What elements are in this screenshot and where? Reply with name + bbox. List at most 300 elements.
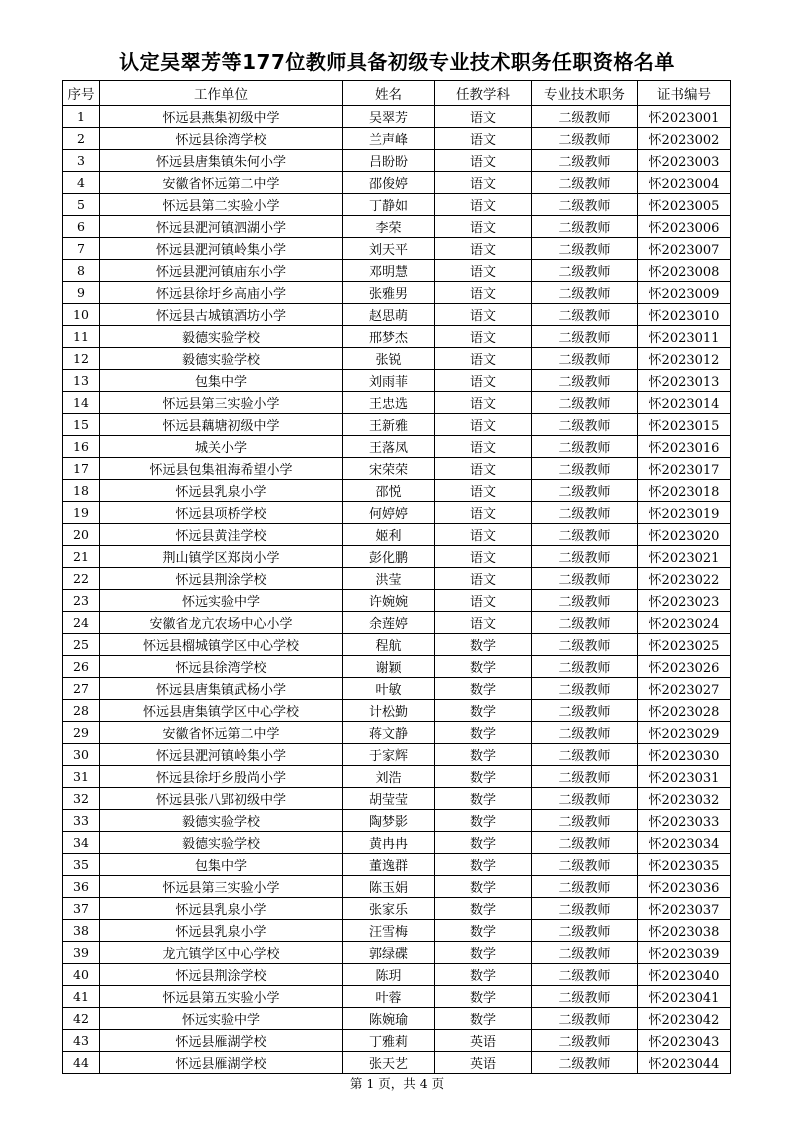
cell-subject: 语文 <box>435 392 532 414</box>
cell-title: 二级教师 <box>532 150 638 172</box>
cell-name: 于家辉 <box>343 744 435 766</box>
cell-name: 王新雅 <box>343 414 435 436</box>
cell-name: 许婉婉 <box>343 590 435 612</box>
cell-cert-no: 怀2023027 <box>638 678 731 700</box>
cell-subject: 数学 <box>435 898 532 920</box>
cell-work-unit: 怀远县淝河镇庙东小学 <box>100 260 343 282</box>
table-row <box>63 304 731 326</box>
cell-subject: 语文 <box>435 326 532 348</box>
table-row <box>63 194 731 216</box>
cell-title: 二级教师 <box>532 282 638 304</box>
cell-name: 姬利 <box>343 524 435 546</box>
cell-seq: 42 <box>63 1008 100 1030</box>
cell-name: 赵思萌 <box>343 304 435 326</box>
cell-title: 二级教师 <box>532 216 638 238</box>
cell-work-unit: 怀远县黄洼学校 <box>100 524 343 546</box>
table-row <box>63 282 731 304</box>
cell-work-unit: 安徽省怀远第二中学 <box>100 172 343 194</box>
cell-cert-no: 怀2023010 <box>638 304 731 326</box>
cell-title: 二级教师 <box>532 634 638 656</box>
col-header-work-unit: 工作单位 <box>100 81 343 106</box>
cell-subject: 数学 <box>435 854 532 876</box>
cell-cert-no: 怀2023005 <box>638 194 731 216</box>
table-row <box>63 832 731 854</box>
cell-title: 二级教师 <box>532 590 638 612</box>
cell-seq: 43 <box>63 1030 100 1052</box>
cell-cert-no: 怀2023023 <box>638 590 731 612</box>
cell-seq: 9 <box>63 282 100 304</box>
cell-name: 刘天平 <box>343 238 435 260</box>
cell-name: 陶梦影 <box>343 810 435 832</box>
cell-cert-no: 怀2023008 <box>638 260 731 282</box>
cell-name: 张家乐 <box>343 898 435 920</box>
cell-title: 二级教师 <box>532 524 638 546</box>
cell-work-unit: 怀远县第三实验小学 <box>100 392 343 414</box>
cell-work-unit: 怀远县荆涂学校 <box>100 964 343 986</box>
cell-cert-no: 怀2023042 <box>638 1008 731 1030</box>
cell-seq: 24 <box>63 612 100 634</box>
table-row <box>63 436 731 458</box>
cell-seq: 44 <box>63 1052 100 1074</box>
cell-work-unit: 怀远县唐集镇朱何小学 <box>100 150 343 172</box>
cell-work-unit: 毅德实验学校 <box>100 832 343 854</box>
cell-seq: 36 <box>63 876 100 898</box>
cell-title: 二级教师 <box>532 1008 638 1030</box>
cell-title: 二级教师 <box>532 744 638 766</box>
cell-title: 二级教师 <box>532 238 638 260</box>
cell-work-unit: 包集中学 <box>100 854 343 876</box>
cell-subject: 语文 <box>435 348 532 370</box>
cell-subject: 数学 <box>435 656 532 678</box>
cell-title: 二级教师 <box>532 458 638 480</box>
cell-title: 二级教师 <box>532 348 638 370</box>
cell-work-unit: 安徽省怀远第二中学 <box>100 722 343 744</box>
cell-work-unit: 怀远县乳泉小学 <box>100 898 343 920</box>
cell-seq: 10 <box>63 304 100 326</box>
cell-name: 蒋文静 <box>343 722 435 744</box>
col-header-name: 姓名 <box>343 81 435 106</box>
cell-seq: 12 <box>63 348 100 370</box>
cell-seq: 26 <box>63 656 100 678</box>
cell-work-unit: 怀远县雁湖学校 <box>100 1052 343 1074</box>
cell-cert-no: 怀2023039 <box>638 942 731 964</box>
cell-cert-no: 怀2023021 <box>638 546 731 568</box>
cell-cert-no: 怀2023031 <box>638 766 731 788</box>
cell-seq: 22 <box>63 568 100 590</box>
cell-subject: 语文 <box>435 502 532 524</box>
cell-subject: 数学 <box>435 678 532 700</box>
cell-title: 二级教师 <box>532 502 638 524</box>
cell-subject: 语文 <box>435 172 532 194</box>
table-row <box>63 260 731 282</box>
cell-name: 刘雨菲 <box>343 370 435 392</box>
table-row <box>63 876 731 898</box>
cell-work-unit: 怀远县包集祖海希望小学 <box>100 458 343 480</box>
col-header-seq: 序号 <box>63 81 100 106</box>
table-row <box>63 480 731 502</box>
cell-subject: 数学 <box>435 1008 532 1030</box>
table-row <box>63 898 731 920</box>
cell-work-unit: 怀远县荆涂学校 <box>100 568 343 590</box>
cell-name: 叶敏 <box>343 678 435 700</box>
table-row <box>63 502 731 524</box>
table-row <box>63 1030 731 1052</box>
cell-cert-no: 怀2023038 <box>638 920 731 942</box>
table-row <box>63 370 731 392</box>
cell-cert-no: 怀2023041 <box>638 986 731 1008</box>
cell-seq: 23 <box>63 590 100 612</box>
table-row <box>63 788 731 810</box>
cell-name: 陈玉娟 <box>343 876 435 898</box>
cell-title: 二级教师 <box>532 700 638 722</box>
table-row <box>63 568 731 590</box>
cell-subject: 数学 <box>435 766 532 788</box>
cell-seq: 40 <box>63 964 100 986</box>
cell-work-unit: 毅德实验学校 <box>100 326 343 348</box>
cell-subject: 数学 <box>435 986 532 1008</box>
cell-work-unit: 安徽省龙亢农场中心小学 <box>100 612 343 634</box>
page-footer: 第 1 页，共 4 页 <box>349 1076 445 1091</box>
table-row <box>63 678 731 700</box>
cell-name: 陈玥 <box>343 964 435 986</box>
cell-seq: 28 <box>63 700 100 722</box>
cell-seq: 20 <box>63 524 100 546</box>
cell-subject: 语文 <box>435 194 532 216</box>
cell-name: 汪雪梅 <box>343 920 435 942</box>
cell-subject: 语文 <box>435 370 532 392</box>
cell-title: 二级教师 <box>532 568 638 590</box>
cell-cert-no: 怀2023043 <box>638 1030 731 1052</box>
table-row <box>63 128 731 150</box>
cell-cert-no: 怀2023036 <box>638 876 731 898</box>
cell-title: 二级教师 <box>532 876 638 898</box>
cell-cert-no: 怀2023025 <box>638 634 731 656</box>
cell-subject: 数学 <box>435 744 532 766</box>
cell-title: 二级教师 <box>532 106 638 128</box>
cell-title: 二级教师 <box>532 128 638 150</box>
cell-title: 二级教师 <box>532 898 638 920</box>
cell-subject: 数学 <box>435 634 532 656</box>
cell-cert-no: 怀2023015 <box>638 414 731 436</box>
cell-seq: 38 <box>63 920 100 942</box>
table-row <box>63 986 731 1008</box>
table-row <box>63 546 731 568</box>
cell-name: 胡莹莹 <box>343 788 435 810</box>
table-row <box>63 150 731 172</box>
cell-work-unit: 怀远县第三实验小学 <box>100 876 343 898</box>
cell-work-unit: 怀远实验中学 <box>100 1008 343 1030</box>
cell-cert-no: 怀2023001 <box>638 106 731 128</box>
cell-cert-no: 怀2023006 <box>638 216 731 238</box>
cell-name: 黄冉冉 <box>343 832 435 854</box>
cell-cert-no: 怀2023020 <box>638 524 731 546</box>
cell-subject: 数学 <box>435 810 532 832</box>
cell-work-unit: 城关小学 <box>100 436 343 458</box>
cell-work-unit: 怀远县徐湾学校 <box>100 128 343 150</box>
col-header-title: 专业技术职务 <box>532 81 638 106</box>
cell-seq: 39 <box>63 942 100 964</box>
table-row <box>63 810 731 832</box>
cell-name: 邵悦 <box>343 480 435 502</box>
cell-seq: 32 <box>63 788 100 810</box>
cell-work-unit: 怀远县藕塘初级中学 <box>100 414 343 436</box>
cell-title: 二级教师 <box>532 766 638 788</box>
cell-name: 计松勤 <box>343 700 435 722</box>
cell-work-unit: 龙亢镇学区中心学校 <box>100 942 343 964</box>
cell-name: 张天艺 <box>343 1052 435 1074</box>
cell-seq: 21 <box>63 546 100 568</box>
page-title: 认定吴翠芳等177位教师具备初级专业技术职务任职资格名单 <box>119 50 675 74</box>
cell-seq: 2 <box>63 128 100 150</box>
cell-title: 二级教师 <box>532 832 638 854</box>
cell-title: 二级教师 <box>532 1052 638 1074</box>
cell-cert-no: 怀2023030 <box>638 744 731 766</box>
cell-work-unit: 怀远县第五实验小学 <box>100 986 343 1008</box>
table-row <box>63 964 731 986</box>
cell-name: 何婷婷 <box>343 502 435 524</box>
table-row <box>63 722 731 744</box>
cell-title: 二级教师 <box>532 1030 638 1052</box>
cell-seq: 25 <box>63 634 100 656</box>
cell-cert-no: 怀2023016 <box>638 436 731 458</box>
cell-subject: 语文 <box>435 524 532 546</box>
cell-work-unit: 怀远县项桥学校 <box>100 502 343 524</box>
cell-name: 王忠选 <box>343 392 435 414</box>
cell-title: 二级教师 <box>532 942 638 964</box>
cell-seq: 15 <box>63 414 100 436</box>
cell-seq: 4 <box>63 172 100 194</box>
table-row <box>63 1008 731 1030</box>
cell-title: 二级教师 <box>532 414 638 436</box>
table-row <box>63 414 731 436</box>
cell-subject: 英语 <box>435 1030 532 1052</box>
cell-seq: 8 <box>63 260 100 282</box>
cell-name: 程航 <box>343 634 435 656</box>
cell-name: 余莲婷 <box>343 612 435 634</box>
cell-subject: 数学 <box>435 722 532 744</box>
cell-name: 丁雅莉 <box>343 1030 435 1052</box>
cell-seq: 11 <box>63 326 100 348</box>
cell-name: 邢梦杰 <box>343 326 435 348</box>
cell-subject: 语文 <box>435 216 532 238</box>
cell-subject: 数学 <box>435 700 532 722</box>
table-row <box>63 458 731 480</box>
cell-work-unit: 包集中学 <box>100 370 343 392</box>
roster-table <box>62 80 731 1074</box>
cell-seq: 18 <box>63 480 100 502</box>
cell-seq: 13 <box>63 370 100 392</box>
cell-title: 二级教师 <box>532 392 638 414</box>
cell-name: 邓明慧 <box>343 260 435 282</box>
cell-title: 二级教师 <box>532 326 638 348</box>
table-row <box>63 920 731 942</box>
cell-seq: 17 <box>63 458 100 480</box>
cell-title: 二级教师 <box>532 964 638 986</box>
cell-cert-no: 怀2023014 <box>638 392 731 414</box>
cell-cert-no: 怀2023013 <box>638 370 731 392</box>
cell-name: 董逸群 <box>343 854 435 876</box>
cell-subject: 语文 <box>435 106 532 128</box>
table-row <box>63 590 731 612</box>
table-row <box>63 942 731 964</box>
cell-work-unit: 怀远县燕集初级中学 <box>100 106 343 128</box>
cell-seq: 7 <box>63 238 100 260</box>
cell-name: 邵俊婷 <box>343 172 435 194</box>
cell-work-unit: 怀远县雁湖学校 <box>100 1030 343 1052</box>
cell-work-unit: 毅德实验学校 <box>100 348 343 370</box>
cell-title: 二级教师 <box>532 370 638 392</box>
cell-cert-no: 怀2023022 <box>638 568 731 590</box>
cell-seq: 30 <box>63 744 100 766</box>
cell-subject: 语文 <box>435 304 532 326</box>
cell-subject: 英语 <box>435 1052 532 1074</box>
table-row <box>63 766 731 788</box>
cell-subject: 语文 <box>435 238 532 260</box>
cell-subject: 数学 <box>435 964 532 986</box>
cell-cert-no: 怀2023004 <box>638 172 731 194</box>
cell-name: 叶蓉 <box>343 986 435 1008</box>
table-row <box>63 348 731 370</box>
cell-name: 王落凤 <box>343 436 435 458</box>
cell-subject: 语文 <box>435 458 532 480</box>
cell-title: 二级教师 <box>532 854 638 876</box>
cell-cert-no: 怀2023029 <box>638 722 731 744</box>
table-row <box>63 524 731 546</box>
cell-work-unit: 怀远县唐集镇学区中心学校 <box>100 700 343 722</box>
cell-seq: 14 <box>63 392 100 414</box>
cell-cert-no: 怀2023034 <box>638 832 731 854</box>
table-header-row <box>63 81 731 106</box>
table-body <box>63 106 731 1074</box>
cell-seq: 35 <box>63 854 100 876</box>
cell-seq: 19 <box>63 502 100 524</box>
table-row <box>63 392 731 414</box>
cell-work-unit: 怀远实验中学 <box>100 590 343 612</box>
cell-cert-no: 怀2023044 <box>638 1052 731 1074</box>
cell-work-unit: 怀远县淝河镇岭集小学 <box>100 238 343 260</box>
table-row <box>63 172 731 194</box>
col-header-cert-no: 证书编号 <box>638 81 731 106</box>
cell-seq: 16 <box>63 436 100 458</box>
cell-cert-no: 怀2023007 <box>638 238 731 260</box>
cell-work-unit: 怀远县唐集镇武杨小学 <box>100 678 343 700</box>
cell-title: 二级教师 <box>532 722 638 744</box>
cell-cert-no: 怀2023003 <box>638 150 731 172</box>
cell-subject: 语文 <box>435 480 532 502</box>
cell-title: 二级教师 <box>532 546 638 568</box>
cell-work-unit: 怀远县徐圩乡高庙小学 <box>100 282 343 304</box>
cell-name: 宋荣荣 <box>343 458 435 480</box>
table-row <box>63 656 731 678</box>
cell-subject: 数学 <box>435 942 532 964</box>
cell-name: 刘浩 <box>343 766 435 788</box>
table-row <box>63 612 731 634</box>
cell-title: 二级教师 <box>532 436 638 458</box>
cell-title: 二级教师 <box>532 194 638 216</box>
cell-name: 彭化鹏 <box>343 546 435 568</box>
cell-work-unit: 怀远县徐湾学校 <box>100 656 343 678</box>
cell-name: 陈婉瑜 <box>343 1008 435 1030</box>
cell-work-unit: 怀远县徐圩乡殷尚小学 <box>100 766 343 788</box>
table-row <box>63 216 731 238</box>
cell-cert-no: 怀2023002 <box>638 128 731 150</box>
cell-title: 二级教师 <box>532 260 638 282</box>
cell-cert-no: 怀2023019 <box>638 502 731 524</box>
cell-work-unit: 怀远县榴城镇学区中心学校 <box>100 634 343 656</box>
cell-name: 郭绿碟 <box>343 942 435 964</box>
cell-title: 二级教师 <box>532 304 638 326</box>
table-row <box>63 1052 731 1074</box>
cell-seq: 34 <box>63 832 100 854</box>
cell-work-unit: 怀远县古城镇酒坊小学 <box>100 304 343 326</box>
cell-seq: 3 <box>63 150 100 172</box>
table-row <box>63 744 731 766</box>
table-row <box>63 326 731 348</box>
cell-subject: 语文 <box>435 260 532 282</box>
cell-subject: 数学 <box>435 832 532 854</box>
table-row <box>63 700 731 722</box>
table-row <box>63 634 731 656</box>
cell-cert-no: 怀2023037 <box>638 898 731 920</box>
cell-seq: 29 <box>63 722 100 744</box>
cell-name: 张锐 <box>343 348 435 370</box>
cell-subject: 语文 <box>435 150 532 172</box>
cell-work-unit: 怀远县张八郢初级中学 <box>100 788 343 810</box>
cell-cert-no: 怀2023040 <box>638 964 731 986</box>
cell-subject: 语文 <box>435 282 532 304</box>
cell-cert-no: 怀2023028 <box>638 700 731 722</box>
cell-work-unit: 怀远县乳泉小学 <box>100 920 343 942</box>
cell-seq: 31 <box>63 766 100 788</box>
cell-seq: 5 <box>63 194 100 216</box>
cell-cert-no: 怀2023033 <box>638 810 731 832</box>
cell-title: 二级教师 <box>532 172 638 194</box>
cell-name: 丁静如 <box>343 194 435 216</box>
cell-subject: 语文 <box>435 546 532 568</box>
cell-title: 二级教师 <box>532 810 638 832</box>
cell-name: 张雅男 <box>343 282 435 304</box>
cell-seq: 6 <box>63 216 100 238</box>
cell-title: 二级教师 <box>532 920 638 942</box>
table-row <box>63 106 731 128</box>
cell-title: 二级教师 <box>532 480 638 502</box>
cell-subject: 语文 <box>435 590 532 612</box>
cell-cert-no: 怀2023011 <box>638 326 731 348</box>
cell-name: 李荣 <box>343 216 435 238</box>
cell-cert-no: 怀2023032 <box>638 788 731 810</box>
cell-subject: 语文 <box>435 414 532 436</box>
cell-title: 二级教师 <box>532 986 638 1008</box>
table-row <box>63 854 731 876</box>
cell-work-unit: 怀远县乳泉小学 <box>100 480 343 502</box>
cell-title: 二级教师 <box>532 788 638 810</box>
cell-seq: 1 <box>63 106 100 128</box>
cell-title: 二级教师 <box>532 656 638 678</box>
cell-cert-no: 怀2023026 <box>638 656 731 678</box>
cell-cert-no: 怀2023024 <box>638 612 731 634</box>
table-row <box>63 238 731 260</box>
cell-cert-no: 怀2023009 <box>638 282 731 304</box>
cell-title: 二级教师 <box>532 678 638 700</box>
cell-work-unit: 怀远县淝河镇岭集小学 <box>100 744 343 766</box>
cell-subject: 语文 <box>435 128 532 150</box>
cell-work-unit: 怀远县淝河镇泗湖小学 <box>100 216 343 238</box>
cell-seq: 41 <box>63 986 100 1008</box>
col-header-subject: 任教学科 <box>435 81 532 106</box>
cell-cert-no: 怀2023018 <box>638 480 731 502</box>
cell-work-unit: 荆山镇学区郑岗小学 <box>100 546 343 568</box>
cell-seq: 27 <box>63 678 100 700</box>
